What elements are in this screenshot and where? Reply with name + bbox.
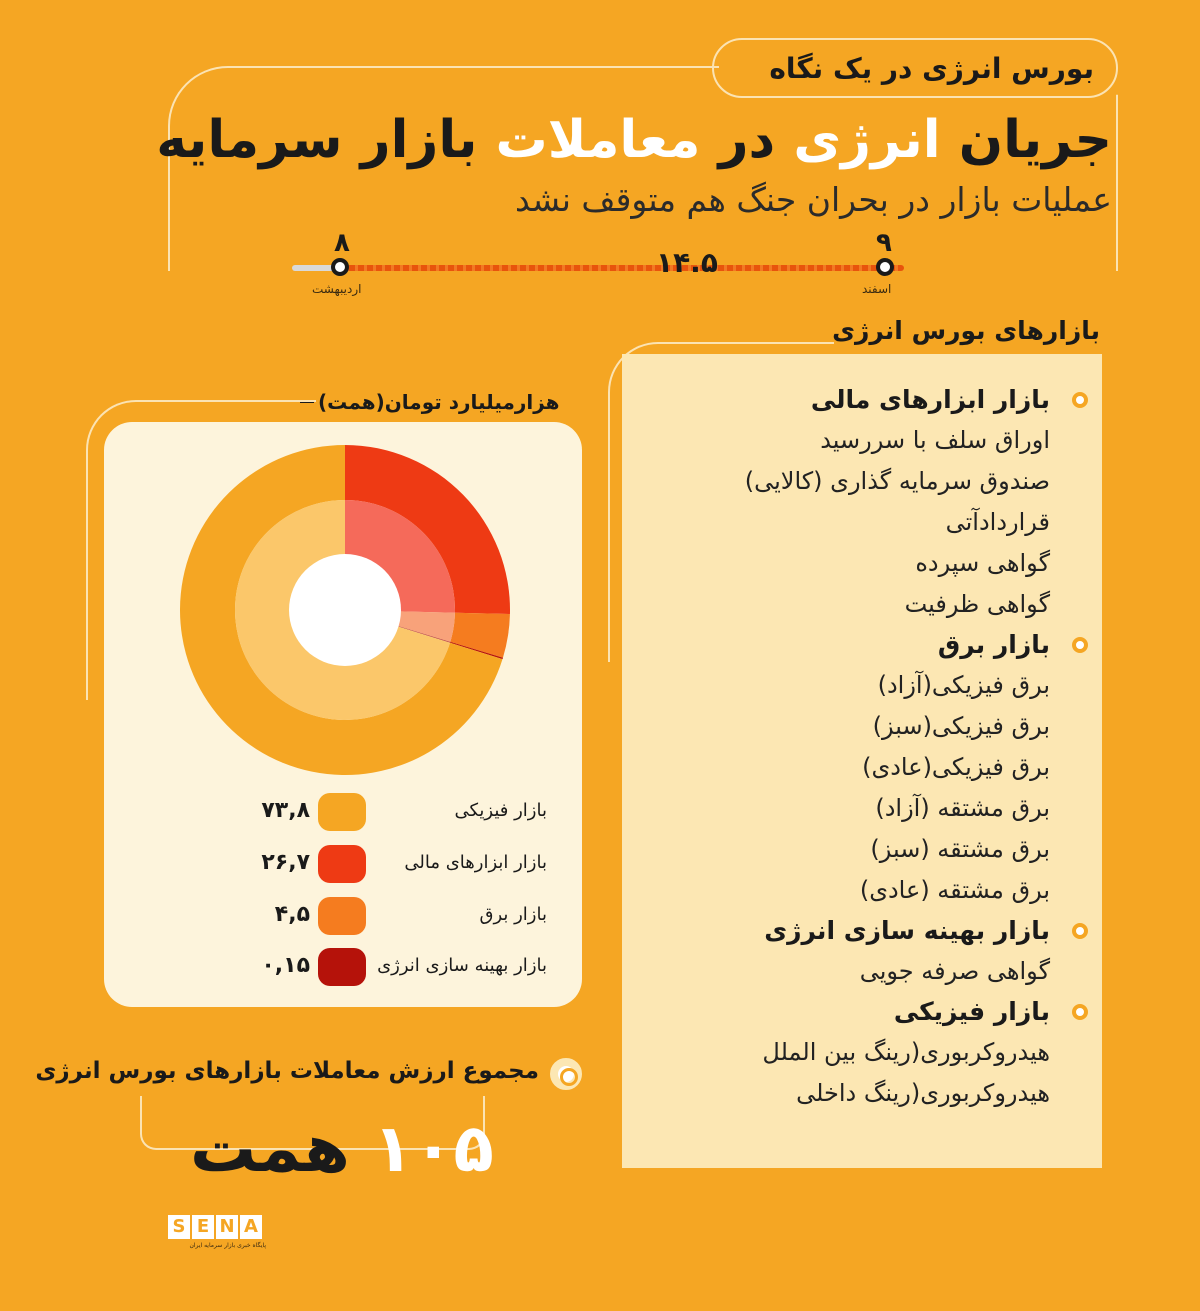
header-pill [712,38,1118,98]
header-pill-text: بورس انرژی در یک نگاه [769,52,1094,85]
bullet-icon [1072,1004,1088,1020]
market-group-title [745,911,1050,951]
market-item: اوراق سلف با سررسید [820,426,1050,454]
market-item: برق مشتقه (آزاد) [875,794,1050,822]
total-label: مجموع ارزش معاملات بازارهای بورس انرژی [35,1058,539,1084]
total-number: ۱۰۵ [372,1110,494,1187]
legend-swatch [318,845,366,883]
timeline [292,262,904,274]
market-group-title-text: بازار فیزیکی [893,997,1050,1026]
page-subtitle: عملیات بازار در بحران جنگ هم متوقف نشد [514,180,1112,219]
markets-section-title: بازارهای بورس انرژی [832,316,1100,345]
market-list [745,380,1050,1114]
bullet-icon [1072,637,1088,653]
total-value [190,1110,494,1187]
market-group-title [745,992,1050,1032]
legend-value: ۴,۵ [274,902,310,927]
timeline-label-1: اردیبهشت [312,282,362,296]
market-group-title [745,625,1050,665]
logo-letter: N [216,1215,238,1239]
sena-logo [168,1215,266,1255]
market-group-title-text: بازار ابزارهای مالی [810,385,1050,414]
market-item: گواهی ظرفیت [904,590,1050,618]
bullet-icon [1072,923,1088,939]
market-item: گواهی صرفه جویی [859,957,1050,985]
page-title [156,110,1112,170]
legend-label: بازار فیزیکی [454,800,547,821]
legend-label: بازار برق [479,904,547,925]
timeline-red-segment [340,265,904,271]
market-item: برق فیزیکی(آزاد) [877,671,1050,699]
market-item: صندوق سرمایه گذاری (کالایی) [744,467,1050,495]
logo-letter: E [192,1215,214,1239]
market-item: قراردادآتی [945,508,1050,536]
legend-swatch [318,897,366,935]
market-group-title-text: بازار برق [937,630,1050,659]
timeline-label-3: اسفند [862,282,892,296]
timeline-dot-1 [331,258,349,276]
legend-value: ۰,۱۵ [261,953,310,978]
market-item: برق مشتقه (عادی) [859,876,1050,904]
legend-value: ۷۳,۸ [261,798,310,823]
logo-tagline: پایگاه خبری بازار سرمایه ایران [189,1242,266,1249]
legend-swatch [318,793,366,831]
legend-row [250,897,550,937]
market-group-title-text: بازار بهینه سازی انرژی [764,916,1050,945]
timeline-number-3: ۹ [876,228,892,258]
market-item: گواهی سپرده [915,549,1050,577]
title-part-1: جریان [940,110,1112,170]
title-part-3: در [700,110,794,170]
market-item: برق فیزیکی(سبز) [872,712,1050,740]
title-part-5: بازار سرمایه [156,110,496,170]
chart-unit-label: هزارمیلیارد تومان(همت) [318,390,560,414]
legend-swatch [318,948,366,986]
legend-row [250,793,550,833]
legend-value: ۲۶,۷ [261,850,310,875]
timeline-number-2: ۱۴.۵ [656,246,718,279]
donut-hole [289,554,401,666]
legend-row [250,948,550,988]
total-bullet-icon [550,1058,582,1090]
market-item: هیدروکربوری(رینگ داخلی [796,1079,1050,1107]
donut-chart [180,445,510,775]
title-part-4: معاملات [495,110,701,170]
legend-row [250,845,550,885]
timeline-dot-3 [876,258,894,276]
legend-label: بازار ابزارهای مالی [404,852,547,873]
logo-letter: S [168,1215,190,1239]
market-item: هیدروکربوری(رینگ بین الملل [762,1038,1050,1066]
total-unit: همت [190,1110,350,1187]
logo-letters [168,1215,266,1239]
bullet-icon [1072,392,1088,408]
title-part-2: انرژی [793,110,941,170]
logo-letter: A [240,1215,262,1239]
market-item: برق مشتقه (سبز) [870,835,1050,863]
timeline-number-1: ۸ [334,228,350,258]
legend-label: بازار بهینه سازی انرژی [377,955,547,976]
market-item: برق فیزیکی(عادی) [862,753,1050,781]
market-group-title [745,380,1050,420]
